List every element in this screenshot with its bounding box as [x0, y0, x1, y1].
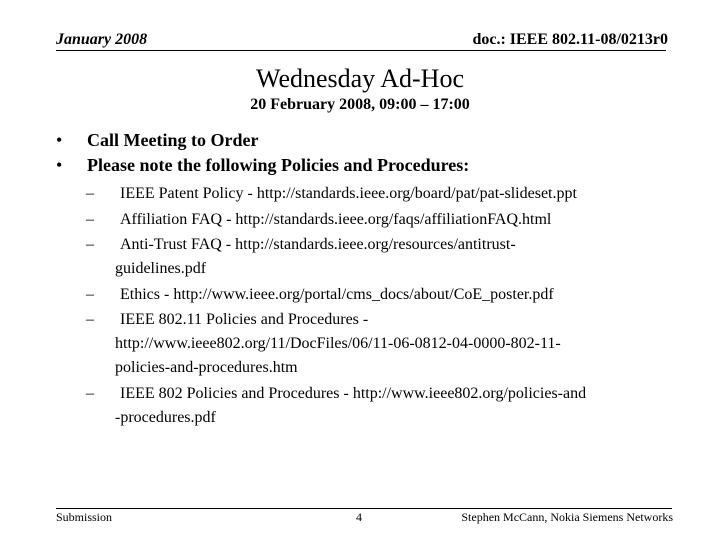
- page-number: 4: [356, 510, 362, 524]
- policy-item: [86, 208, 686, 232]
- header-doc-id: doc.: IEEE 802.11-08/0213r0: [472, 31, 668, 48]
- footer-author: Stephen McCann, Nokia Siemens Networks: [461, 510, 673, 524]
- header-date: January 2008: [56, 31, 148, 48]
- policy-item: [86, 182, 686, 206]
- policy-text: IEEE 802.11 Policies and Procedures - http://www.ieee802.org/11/DocFiles/06/11-06-0812-04-0000-802-11- policies-and-procedures.htm: [115, 311, 561, 376]
- bullet-text: Call Meeting to Order: [87, 130, 259, 150]
- bullet-item: [56, 153, 686, 178]
- policy-text: Ethics - http://www.ieee.org/portal/cms_docs/about/CoE_poster.pdf: [120, 285, 554, 303]
- policy-text: IEEE Patent Policy - http://standards.ieee.org/board/pat/pat-slideset.ppt: [120, 185, 577, 202]
- policy-text: Anti-Trust FAQ - http://standards.ieee.org/resources/antitrust- guidelines.pdf: [115, 236, 516, 277]
- slide-subtitle: 20 February 2008, 09:00 – 17:00: [250, 96, 470, 113]
- policy-list: [86, 182, 686, 431]
- header-divider: [56, 50, 666, 51]
- bullet-marker: •: [56, 130, 63, 150]
- policy-marker: –: [86, 285, 94, 303]
- footer-divider: [56, 508, 672, 509]
- policy-text: IEEE 802 Policies and Procedures - http://www.ieee802.org/policies-and -procedures.pdf: [115, 384, 587, 426]
- policy-item: [86, 308, 686, 380]
- policy-marker: –: [86, 311, 94, 328]
- policy-text: Affiliation FAQ - http://standards.ieee.org/faqs/affiliationFAQ.html: [120, 210, 552, 228]
- policy-marker: –: [86, 236, 94, 253]
- policy-item: [86, 382, 686, 430]
- policy-marker: –: [86, 384, 94, 402]
- bullet-item: [56, 128, 686, 153]
- policy-marker: –: [86, 210, 94, 228]
- bullet-list: [56, 128, 686, 178]
- bullet-marker: •: [56, 155, 63, 175]
- slide-title: Wednesday Ad-Hoc: [255, 64, 464, 93]
- policy-item: [86, 233, 686, 281]
- bullet-text: Please note the following Policies and Procedures:: [87, 155, 470, 175]
- policy-marker: –: [86, 185, 94, 202]
- policy-item: [86, 283, 686, 307]
- footer-submission: Submission: [56, 510, 113, 524]
